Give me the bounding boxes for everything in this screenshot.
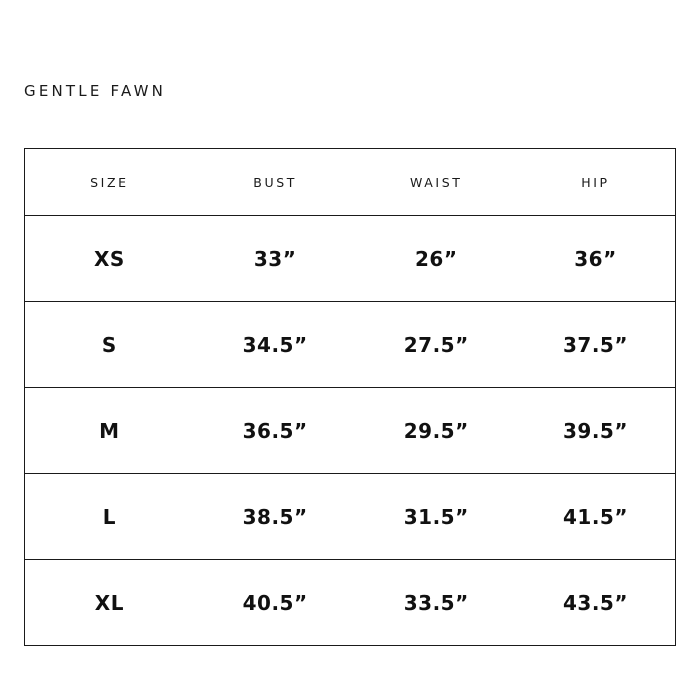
cell-size: S (25, 302, 194, 388)
cell-waist: 29.5” (357, 388, 516, 474)
cell-size: L (25, 474, 194, 560)
column-header-bust: BUST (194, 149, 357, 216)
size-chart-header (25, 149, 676, 216)
table-row (25, 560, 676, 646)
cell-hip: 41.5” (516, 474, 676, 560)
cell-waist: 31.5” (357, 474, 516, 560)
cell-bust: 38.5” (194, 474, 357, 560)
cell-bust: 40.5” (194, 560, 357, 646)
cell-size: M (25, 388, 194, 474)
cell-bust: 36.5” (194, 388, 357, 474)
cell-size: XS (25, 216, 194, 302)
column-header-waist: WAIST (357, 149, 516, 216)
cell-waist: 33.5” (357, 560, 516, 646)
cell-hip: 43.5” (516, 560, 676, 646)
table-row (25, 388, 676, 474)
cell-waist: 27.5” (357, 302, 516, 388)
table-row (25, 302, 676, 388)
table-row (25, 216, 676, 302)
table-row (25, 474, 676, 560)
size-chart-table (24, 148, 676, 646)
size-chart-container (24, 148, 676, 646)
cell-bust: 33” (194, 216, 357, 302)
column-header-hip: HIP (516, 149, 676, 216)
table-header-row (25, 149, 676, 216)
cell-waist: 26” (357, 216, 516, 302)
cell-bust: 34.5” (194, 302, 357, 388)
column-header-size: SIZE (25, 149, 194, 216)
size-chart-body (25, 216, 676, 646)
cell-hip: 37.5” (516, 302, 676, 388)
cell-size: XL (25, 560, 194, 646)
brand-title: GENTLE FAWN (24, 82, 167, 100)
cell-hip: 39.5” (516, 388, 676, 474)
cell-hip: 36” (516, 216, 676, 302)
